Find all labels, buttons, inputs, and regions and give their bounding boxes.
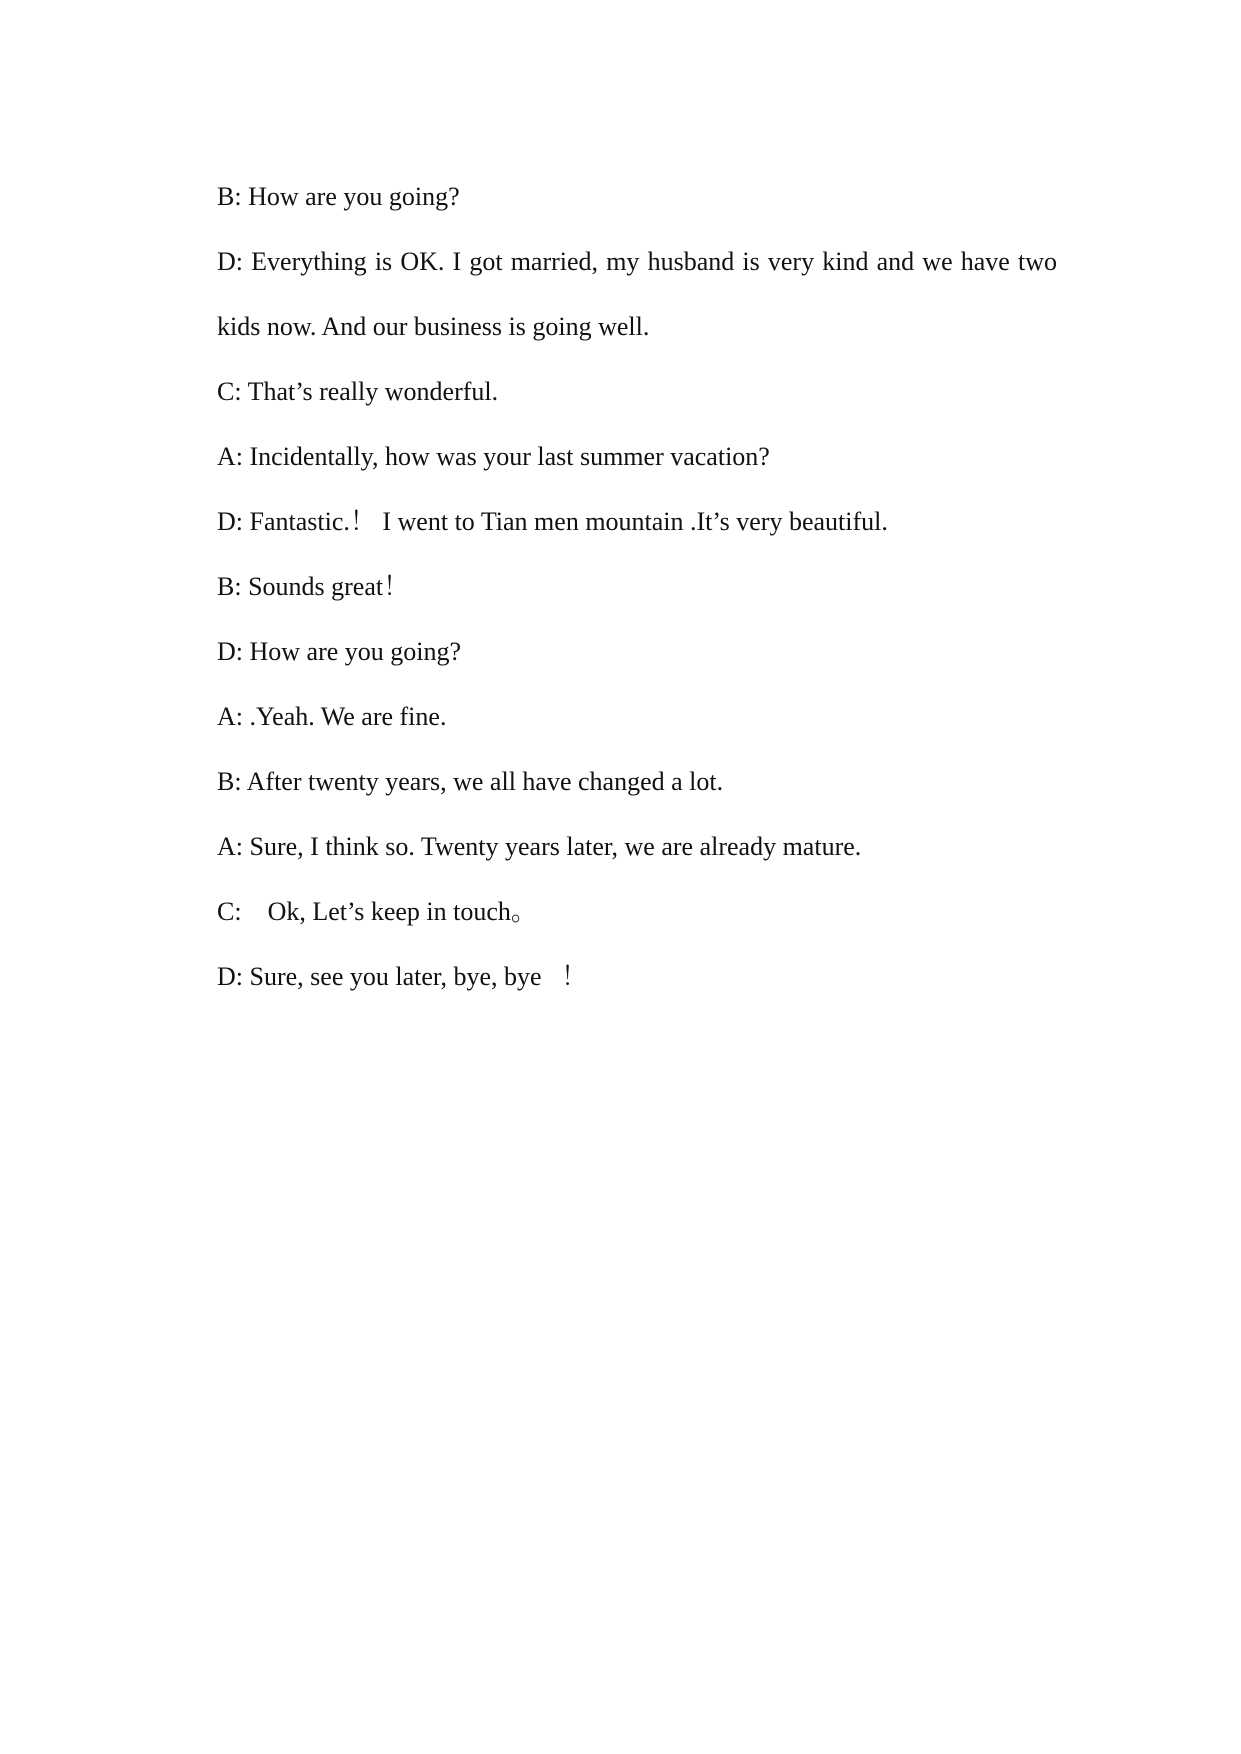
dialogue-line: D: Fantastic.！ I went to Tian men mountain .It’s very beautiful. xyxy=(217,507,888,536)
dialogue-line: A: Sure, I think so. Twenty years later, we are already mature. xyxy=(217,832,862,861)
dialogue-body xyxy=(217,164,1064,1009)
dialogue-line: A: .Yeah. We are fine. xyxy=(217,702,447,731)
dialogue-line: A: Incidentally, how was your last summer vacation? xyxy=(217,442,770,471)
dialogue-line: B: How are you going? xyxy=(217,182,460,211)
dialogue-line: D: How are you going? xyxy=(217,637,462,666)
dialogue-line: B: Sounds great！ xyxy=(217,572,410,601)
dialogue-line: D: Everything is OK. I got married, my husband is very kind and we have two kids now. And our business is going well. xyxy=(217,247,1064,341)
dialogue-line: D: Sure, see you later, bye, bye ！ xyxy=(217,962,588,991)
dialogue-line: B: After twenty years, we all have changed a lot. xyxy=(217,767,724,796)
dialogue-line: C: That’s really wonderful. xyxy=(217,377,499,406)
dialogue-line: C: Ok, Let’s keep in touch。 xyxy=(217,897,537,926)
